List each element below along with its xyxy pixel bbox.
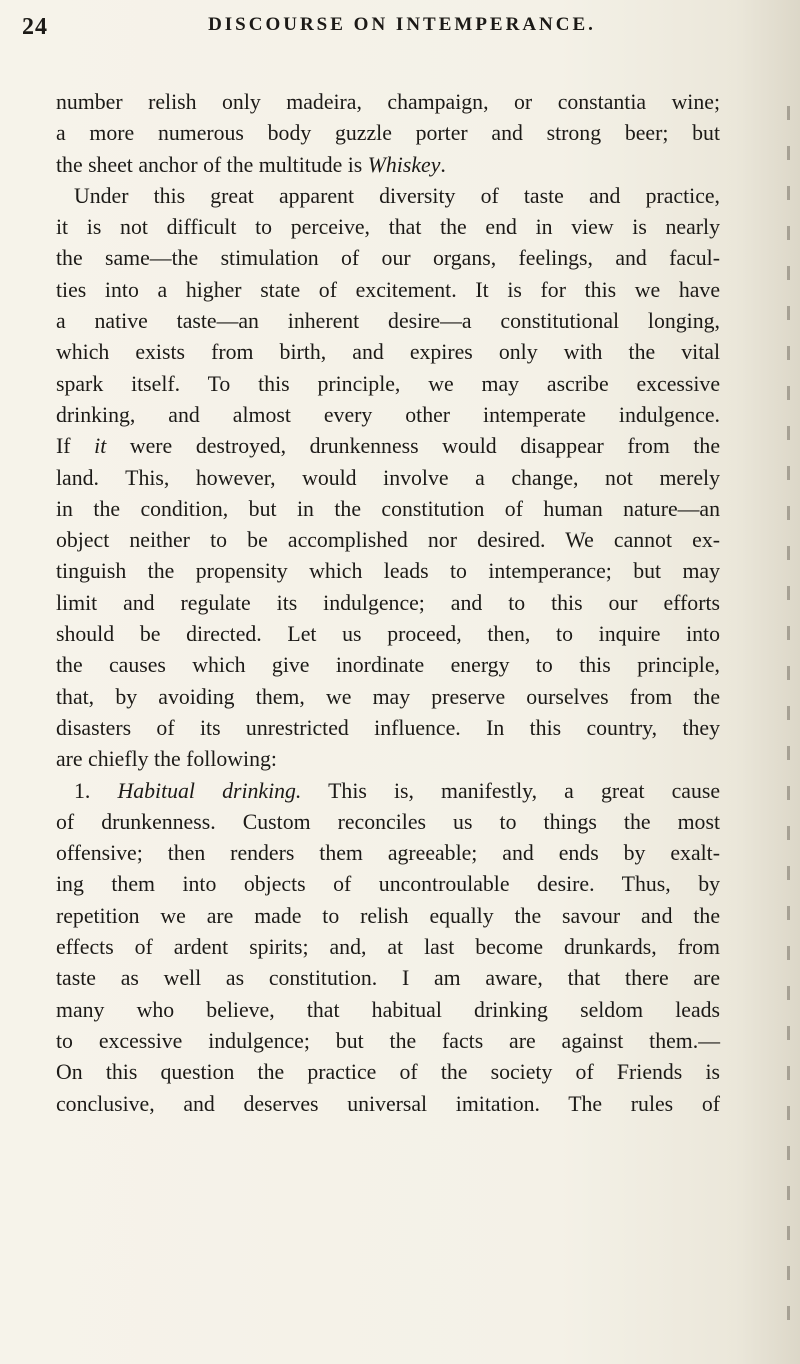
italic-word-it: it — [94, 434, 107, 459]
text-line: object neither to be accomplished nor desired. We cannot ex- — [56, 528, 720, 553]
page-number: 24 — [22, 14, 48, 40]
text-line: taste as well as constitution. I am aware, that there are — [56, 966, 720, 991]
text-line: disasters of its unrestricted influence. In this country, they — [56, 715, 720, 740]
text-line: ing them into objects of uncontroulable desire. Thus, by — [56, 872, 720, 897]
running-title: DISCOURSE ON INTEMPERANCE. — [208, 14, 596, 35]
text-line — [56, 431, 720, 462]
text-line: Under this great apparent diversity of taste and practice, — [74, 183, 720, 208]
text-line: drinking, and almost every other intemperate indulgence. — [56, 402, 720, 427]
text-line: the same—the stimulation of our organs, feelings, and facul- — [56, 246, 720, 271]
text-line: a native taste—an inherent desire—a constitutional longing, — [56, 309, 720, 334]
text-line: limit and regulate its indulgence; and to this our efforts — [56, 590, 720, 615]
text-line: tinguish the propensity which leads to intemperance; but may — [56, 559, 720, 584]
text-line: to excessive indulgence; but the facts are against them.— — [56, 1028, 720, 1053]
italic-word-whiskey: Whiskey — [367, 152, 441, 177]
running-head — [22, 14, 722, 54]
text-line: a more numerous body guzzle porter and strong beer; but — [56, 121, 720, 146]
text-line — [56, 776, 720, 807]
text-line: ties into a higher state of excitement. It is for this we have — [56, 277, 720, 302]
text-line: in the condition, but in the constitution of human nature—an — [56, 496, 720, 521]
text-line: that, by avoiding them, we may preserve ourselves from the — [56, 684, 720, 709]
text-line: repetition we are made to relish equally the savour and the — [56, 903, 720, 928]
text-segment: . — [440, 152, 446, 177]
text-line: are chiefly the following: — [56, 747, 277, 772]
italic-heading: Habitual drinking. — [117, 778, 302, 803]
text-line: On this question the practice of the society of Friends is — [56, 1060, 720, 1085]
text-line: it is not difficult to perceive, that the end in view is nearly — [56, 215, 720, 240]
text-line: effects of ardent spirits; and, at last become drunkards, from — [56, 935, 720, 960]
text-line: of drunkenness. Custom reconciles us to things the most — [56, 809, 720, 834]
text-line: which exists from birth, and expires only with the vital — [56, 340, 720, 365]
text-line — [56, 150, 720, 181]
text-line: offensive; then renders them agreeable; and ends by exalt- — [56, 841, 720, 866]
text-line: spark itself. To this principle, we may ascribe excessive — [56, 371, 720, 396]
list-number: 1. — [74, 778, 91, 803]
text-line: the causes which give inordinate energy to this principle, — [56, 653, 720, 678]
text-line: land. This, however, would involve a change, not merely — [56, 465, 720, 490]
text-line: many who believe, that habitual drinking seldom leads — [56, 997, 720, 1022]
page-edge-shadow — [787, 80, 790, 1330]
text-segment: This is, manifestly, a great cause — [328, 778, 721, 803]
text-segment: the sheet anchor of the multitude is — [56, 152, 363, 177]
text-line: conclusive, and deserves universal imitation. The rules of — [56, 1091, 720, 1116]
body-text — [56, 87, 720, 1120]
text-segment: were destroyed, drunkenness would disappear from the — [129, 434, 721, 459]
text-line: number relish only madeira, champaign, or constantia wine; — [56, 90, 720, 114]
text-line: should be directed. Let us proceed, then, to inquire into — [56, 622, 720, 647]
text-segment: If — [56, 434, 71, 459]
